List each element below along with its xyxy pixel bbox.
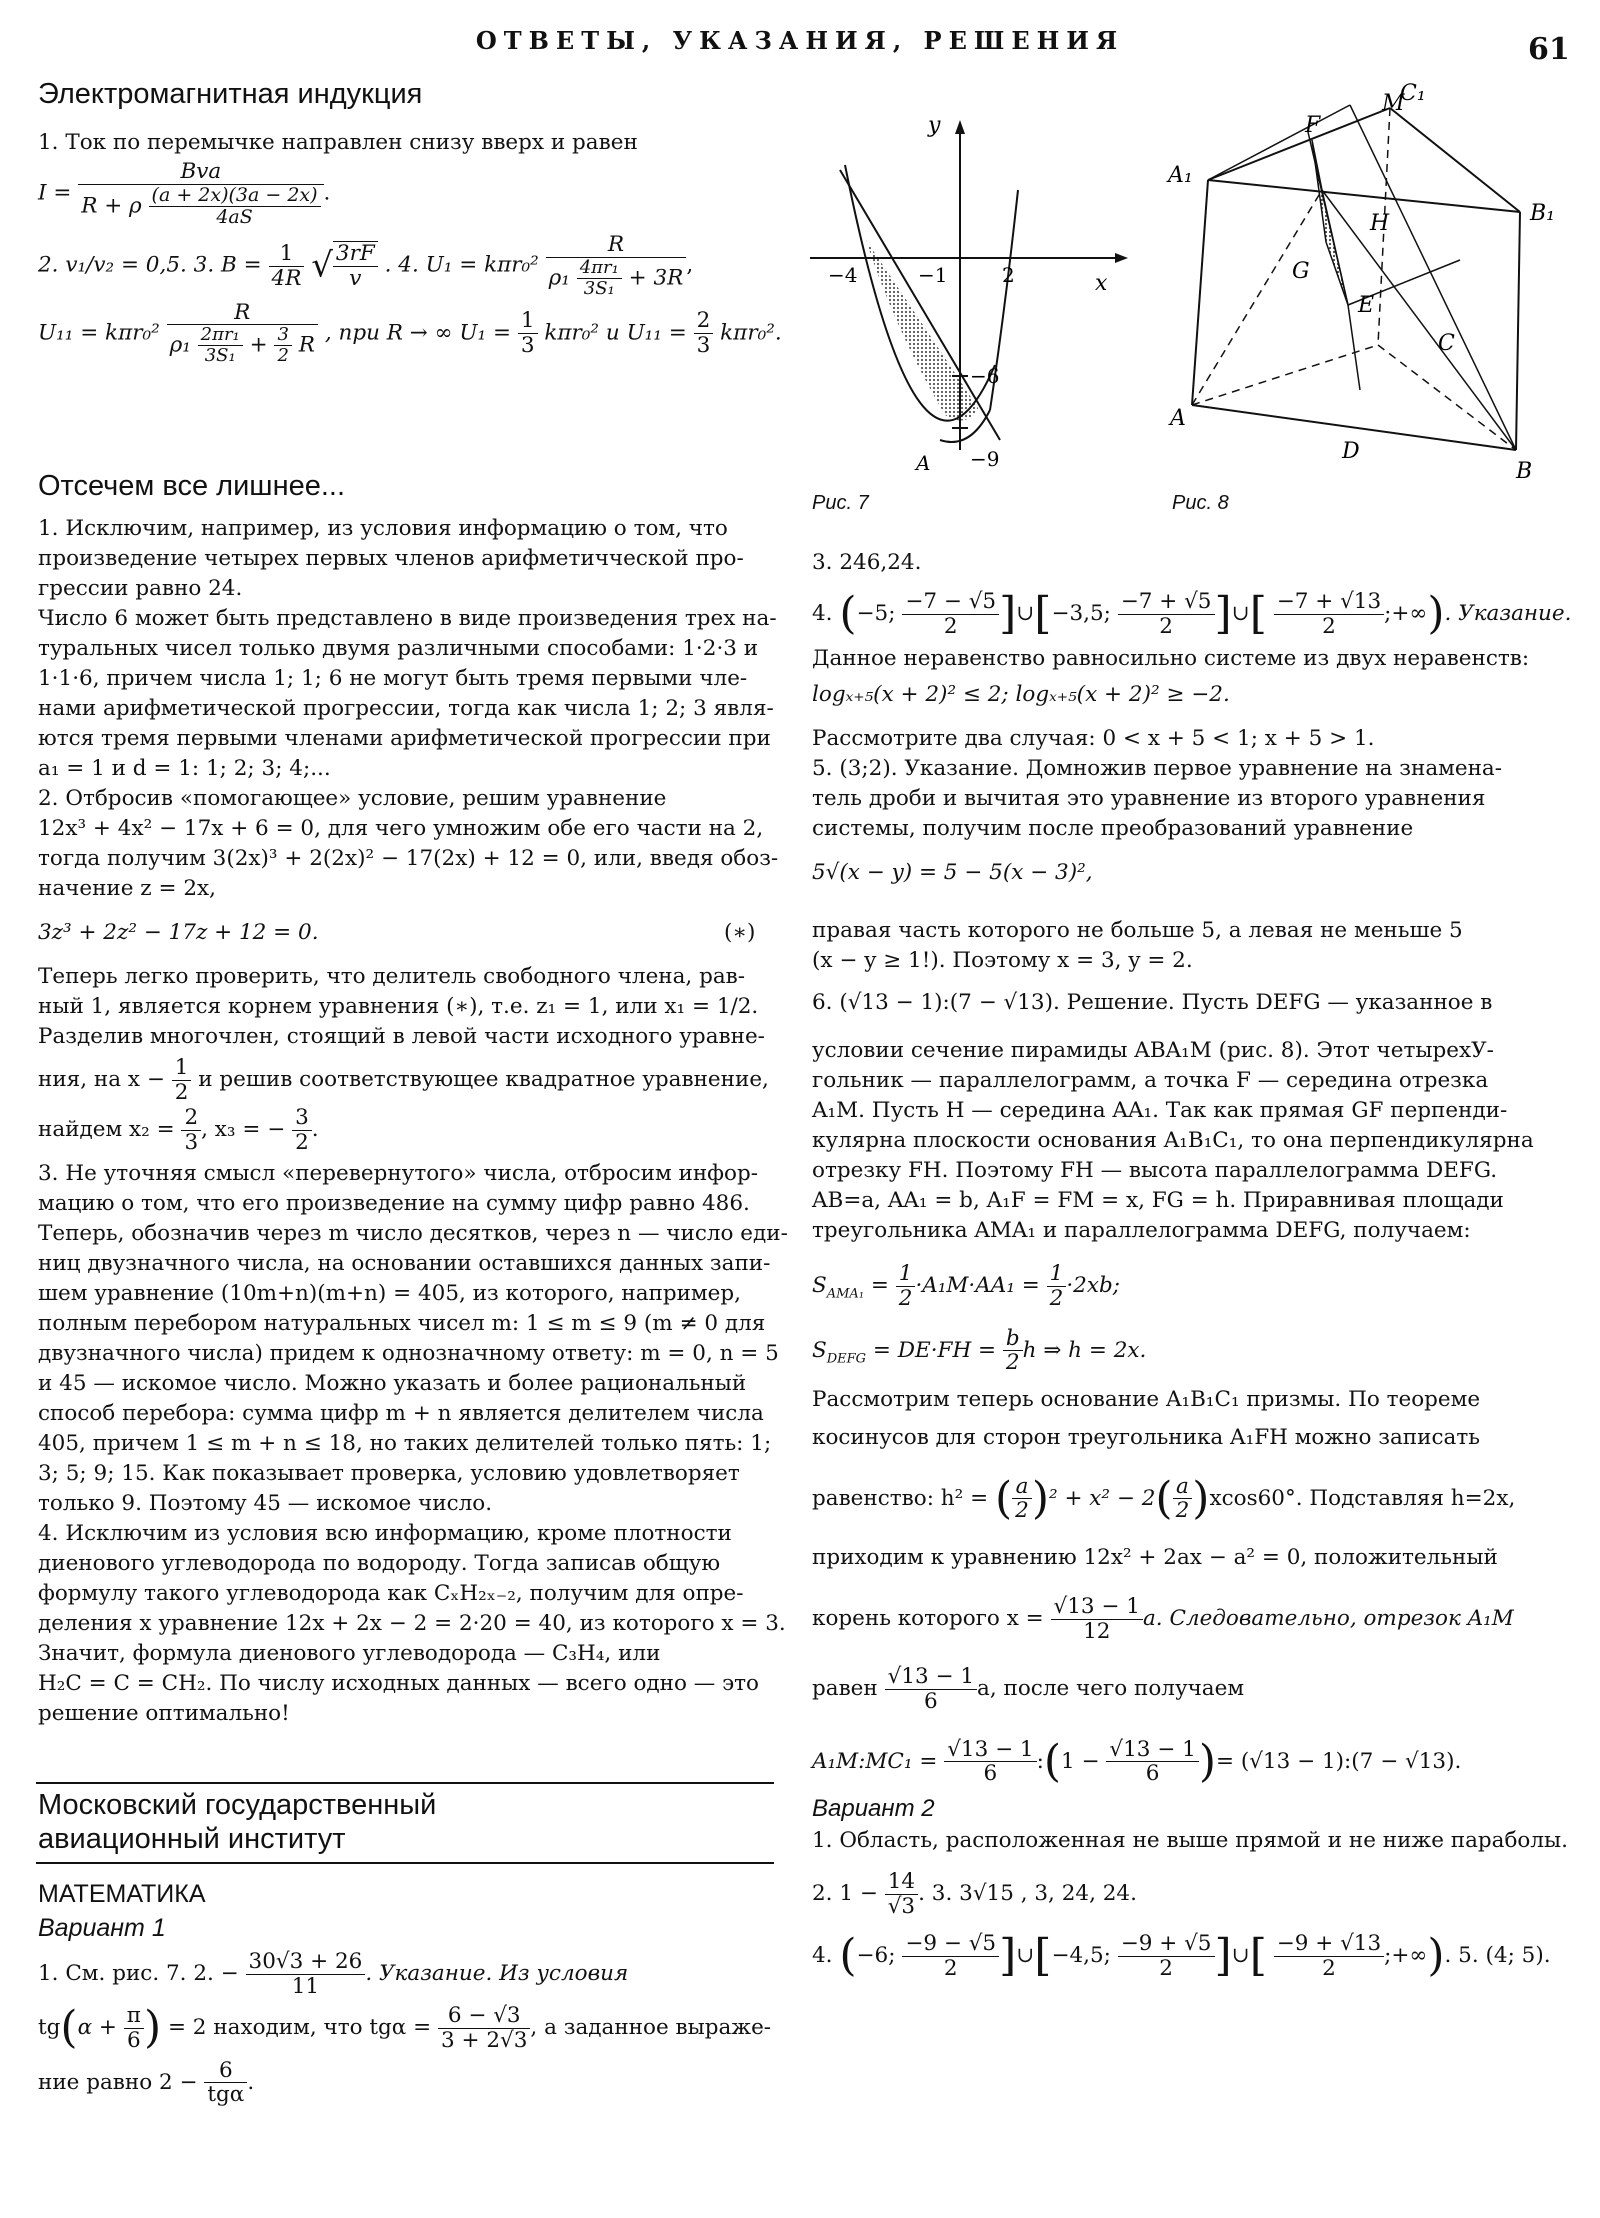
fraction (1051, 1595, 1143, 1643)
text-line: формулу такого углеводорода как CₓH₂ₓ₋₂, получим для опре- (38, 1580, 744, 1606)
formula-sub: AMA₁ (826, 1286, 865, 1302)
frac-num: −7 + √13 (1274, 590, 1384, 615)
hidden-edge (1192, 190, 1322, 405)
answer-6: 6. (√13 − 1):(7 − √13). Решение. Пусть DEFG — указанное в (812, 990, 1493, 1016)
frac-den: 2 (1159, 1955, 1173, 1981)
x-axis-arrow-icon (1115, 253, 1128, 263)
fraction (1047, 1262, 1067, 1310)
text-line: и 45 — искомое число. Можно указать и более рациональный (38, 1370, 747, 1396)
text-line: системы, получим после преобразований уравнение (812, 816, 1414, 842)
formula-text: , а заданное выраже- (530, 2015, 772, 2041)
tick-label: −9 (970, 447, 1000, 471)
formula-text: = (√13 − 1):(7 − √13). (1216, 1748, 1462, 1774)
formula-text: ·A₁M·AA₁ = (915, 1273, 1040, 1299)
text-line: ниц двузначного числа, на основании оставшихся данных запи- (38, 1250, 771, 1276)
frac-num: 6 (204, 2059, 247, 2084)
text-line: тель дроби и вычитая это уравнение из второго уравнения (812, 786, 1486, 812)
frac-num: 6 − √3 (438, 2004, 530, 2029)
fraction (172, 1056, 192, 1104)
formula-text: U₁₁ = kπr₀² (38, 320, 160, 346)
text-line: 12x³ + 4x² − 17x + 6 = 0, для чего умножим обе его части на 2, (38, 816, 764, 841)
frac-den: 2 (1322, 613, 1336, 639)
frac-den: 2 (1159, 613, 1173, 639)
fraction (1118, 590, 1215, 638)
formula-text: найдем x₂ = (38, 1117, 175, 1143)
frac-den: 4aS (216, 205, 253, 228)
text-line: полным перебором натуральных чисел m: 1 ≤ m ≤ 9 (m ≠ 0 для (38, 1310, 766, 1336)
formula-text: a, после чего получаем (977, 1676, 1245, 1702)
frac-den: 12 (1083, 1618, 1111, 1644)
fraction (902, 1932, 999, 1980)
frac-num: √13 − 1 (1106, 1738, 1198, 1763)
frac-den: 2 (174, 1079, 189, 1105)
fraction (1012, 1475, 1032, 1523)
frac-den: 2 (1322, 1955, 1336, 1981)
fraction (292, 1106, 312, 1154)
text-line: Рассмотрим теперь основание A₁B₁C₁ призмы. По теореме (812, 1386, 1481, 1412)
vertex-label: B (1516, 459, 1533, 484)
vertex-label: C₁ (1400, 81, 1426, 106)
formula-text: ния, на x − (38, 1067, 165, 1093)
text-line: грессии равно 24. (38, 576, 243, 601)
current-formula (38, 160, 778, 227)
text-line: произведение четырех первых членов арифметичческой про- (38, 546, 744, 571)
edge (1516, 212, 1520, 450)
text-line: 1. Исключим, например, из условия информацию о том, что (38, 516, 728, 541)
text-line: диенового углеводорода по водороду. Тогда записав общую (38, 1550, 721, 1576)
fraction (274, 325, 291, 366)
vertex-label: H (1370, 211, 1390, 236)
text-line: Теперь легко проверить, что делитель свободного члена, рав- (38, 964, 746, 989)
formula-text: 1 − (1061, 1748, 1100, 1774)
formula-text: A₁M:MC₁ = (812, 1748, 938, 1774)
formula-text: . Указание. (1444, 601, 1572, 627)
frac-num: 1 (269, 242, 305, 267)
frac-den: v (349, 266, 362, 292)
formula-text: корень которого x = (812, 1606, 1044, 1632)
fraction (944, 1738, 1036, 1786)
fraction (885, 1665, 977, 1713)
vertex-label: M (1382, 91, 1405, 116)
text-line: начение z = 2x, (38, 876, 216, 901)
fraction (78, 160, 323, 227)
formula-text: −5; (856, 601, 896, 627)
frac-num: R (546, 233, 687, 258)
hidden-edge (1192, 345, 1378, 405)
frac-den: tgα (207, 2082, 245, 2108)
line (1208, 105, 1350, 180)
frac-num: 4πr₁ (577, 258, 622, 279)
running-header: ОТВЕТЫ, УКАЗАНИЯ, РЕШЕНИЯ (475, 26, 1125, 55)
answer-line (38, 1950, 778, 1998)
formula-text: I = (38, 180, 72, 206)
y-axis-arrow-icon (955, 120, 965, 134)
text-line: Теперь, обозначив через m число десятков, через n — число еди- (38, 1220, 788, 1246)
frac-den: 2 (1049, 1285, 1064, 1311)
frac-num: −9 + √13 (1274, 1932, 1384, 1957)
line (1350, 105, 1516, 450)
title-line: авиационный институт (38, 1823, 346, 1855)
formula-text: 1. См. рис. 7. 2. − (38, 1961, 239, 1987)
formula-text: ние равно 2 − (38, 2069, 198, 2095)
formula-text: , x₃ = − (201, 1117, 286, 1143)
fraction (546, 233, 687, 298)
text-line: 3. Не уточняя смысл «перевернутого» числа, отбросим инфор- (38, 1160, 758, 1186)
text-line: A₁M. Пусть H — середина AA₁. Так как прямая GF перпенди- (812, 1098, 1508, 1124)
vertex-label: D (1342, 439, 1360, 464)
formula-text: 2. 1 − (812, 1881, 878, 1907)
text-line: деления x уравнение 12x + 2x − 2 = 2·20 = 40, из которого x = 3. (38, 1610, 786, 1636)
page-number: 61 (1528, 32, 1570, 67)
frac-den (167, 325, 318, 366)
text-line: туральных чисел только двумя различными способами: 1·2·3 и (38, 636, 759, 661)
text-line: (x − y ≥ 1!). Поэтому x = 3, y = 2. (812, 948, 1193, 974)
frac-num: 3 (292, 1106, 312, 1131)
fraction (896, 1262, 916, 1310)
text-line: приходим к уравнению 12x² + 2ax − a² = 0, положительный (812, 1545, 1498, 1571)
text-line: шем уравнение (10m+n)(m+n) = 405, из которого, например, (38, 1280, 741, 1306)
answer-line (812, 1870, 1582, 1918)
formula-text: + (249, 332, 268, 358)
point-label: A (916, 451, 931, 475)
text-line: AB=a, AA₁ = b, A₁F = FM = x, FG = h. Приравнивая площади (812, 1188, 1504, 1214)
fraction (333, 241, 378, 290)
text-line: правая часть которого не больше 5, а левая не меньше 5 (812, 918, 1463, 944)
line (840, 170, 1000, 440)
fraction (204, 2059, 247, 2107)
formula-text: равен (812, 1676, 878, 1702)
text-line: косинусов для сторон треугольника A₁FH можно записать (812, 1424, 1480, 1450)
variant1-block (38, 1950, 778, 2107)
answer-4: 4. (−5; $\frac{-7 - √5}{2}$ ]∪[−3,5; $\frac{-7 + √5}{2}$ ]∪[ $\frac{-7 + √13}{2}$ ;+∞). Указание. (812, 588, 1572, 640)
frac-num: 1 (1047, 1262, 1067, 1287)
frac-num: a (1012, 1475, 1032, 1500)
text-line: 405, причем 1 ≤ m + n ≤ 18, но таких делителей только пять: 1; (38, 1430, 772, 1456)
formula-text: : (1036, 1748, 1044, 1774)
text-line: тогда получим 3(2x)³ + 2(2x)² − 17(2x) + 12 = 0, или, введя обоз- (38, 846, 779, 871)
text-line: нами арифметической прогрессии, тогда как числа 1; 2; 3 явля- (38, 696, 774, 721)
frac-den (546, 258, 687, 299)
formula-text: R (298, 332, 315, 358)
text-line: a₁ = 1 и d = 1: 1; 2; 3; 4;... (38, 756, 331, 781)
fraction (124, 2004, 144, 2052)
frac-den: 4R (271, 265, 302, 291)
title-line: Московский государственный (38, 1789, 437, 1821)
equation: 5√(x − y) = 5 − 5(x − 3)², (812, 860, 1093, 886)
formula-text: −4,5; (1051, 1943, 1111, 1969)
tick-label: −4 (828, 263, 858, 287)
answer-line (38, 2059, 778, 2107)
x-label: x (1095, 271, 1108, 296)
frac-num: 1 (896, 1262, 916, 1287)
formula-text: . (247, 2069, 255, 2095)
fraction (269, 242, 305, 290)
frac-den: 2 (277, 345, 289, 367)
formula-text: , (686, 253, 694, 279)
y-label: y (928, 113, 941, 138)
text-line: H₂C = C = CH₂. По числу исходных данных — всего одно — это (38, 1670, 759, 1696)
line (1308, 132, 1348, 305)
frac-num: 30√3 + 26 (246, 1950, 366, 1975)
formula-text: 3z³ + 2z² − 17z + 12 = 0. (38, 920, 319, 945)
frac-num: −9 + √5 (1118, 1932, 1215, 1957)
figure-8-prism (1160, 70, 1600, 490)
text-line: решение оптимально! (38, 1700, 290, 1726)
equation-star (38, 918, 778, 948)
formula-text: tg (38, 2015, 61, 2041)
frac-num: 14 (885, 1870, 918, 1895)
text-line: Разделив многочлен, стоящий в левой части исходного уравне- (38, 1024, 765, 1049)
fraction (181, 1106, 201, 1154)
frac-den: 3S₁ (204, 345, 236, 367)
text-line: условии сечение пирамиды ABA₁M (рис. 8). Этот четырехУ- (812, 1038, 1494, 1064)
text-line: 3; 5; 9; 15. Как показывает проверка, условию удовлетворяет (38, 1460, 740, 1486)
frac-num: −7 − √5 (902, 590, 999, 615)
frac-den: 2 (1175, 1498, 1190, 1524)
vertex-label: A₁ (1168, 163, 1193, 188)
frac-num: −9 − √5 (902, 1932, 999, 1957)
frac-den: 3 (520, 332, 535, 358)
formula-text: = DE·FH = (872, 1337, 997, 1363)
formula-text: ∪ (1016, 601, 1035, 627)
formula-text: . (323, 180, 331, 206)
equation-s2 (812, 1327, 1582, 1375)
text-line: отрезку FH. Поэтому FH — высота параллелограмма DEFG. (812, 1158, 1498, 1184)
formula-text: . 4. U₁ = kπr₀² (384, 253, 539, 279)
formula-text: = 2 находим, что tgα = (167, 2015, 432, 2041)
formula-sub: DEFG (826, 1351, 867, 1366)
formula-text: R + ρ (81, 193, 142, 219)
text-line-fraction (38, 1056, 778, 1104)
frac-num: √13 − 1 (1051, 1595, 1143, 1620)
frac-den: 6 (127, 2027, 141, 2053)
right-column (812, 548, 1582, 1981)
formula-text: S (812, 1273, 827, 1299)
vertex-label: F (1305, 113, 1321, 138)
frac-num: √13 − 1 (944, 1738, 1036, 1763)
text-line: способ перебора: сумма цифр m + n является делителем числа (38, 1400, 764, 1426)
formula-text: . 5. (4; 5). (1444, 1943, 1551, 1969)
formula-text: S (812, 1337, 827, 1363)
root-line (812, 1595, 1582, 1643)
frac-den: √3 (887, 1893, 916, 1919)
frac-den: 2 (943, 613, 958, 639)
vertex-label: C (1438, 331, 1455, 356)
edge (1208, 108, 1390, 180)
text-line: 2. Отбросив «помогающее» условие, решим уравнение (38, 786, 667, 811)
text-line: 4. Исключим из условия всю информацию, кроме плотности (38, 1520, 732, 1546)
frac-num: (a + 2x)(3a − 2x) (149, 185, 321, 207)
frac-den: 3 + 2√3 (441, 2027, 528, 2053)
formula-text: h ⇒ h = 2x. (1022, 1337, 1147, 1363)
vertex-label: E (1358, 293, 1375, 318)
text-line: мацию о том, что его произведение на сумму цифр равно 486. (38, 1190, 750, 1216)
section-title-induction: Электромагнитная индукция (38, 78, 423, 110)
frac-den: 2 (295, 1129, 309, 1155)
text-line: Данное неравенство равносильно системе из двух неравенств: (812, 646, 1530, 672)
formula-text: ;+∞ (1384, 601, 1428, 627)
frac-den: 2 (1005, 1350, 1020, 1376)
text-line: 1. Область, расположенная не выше прямой и не ниже параболы. (812, 1827, 1568, 1853)
induction-block (38, 128, 782, 367)
induction-p2: 2. v₁/v₂ = 0,5. 3. B = $\frac{1}{4R}$ √ $\frac{3rF}{v}$ . 4. U₁ = kπr₀² R ρ₁ $\frac{\text{4πr₁}}{\text{3S₁}}$ + 3R , (38, 232, 694, 299)
text-line: ются тремя первыми членами арифметической прогрессии при (38, 726, 771, 751)
text-line: 1·1·6, причем числа 1; 1; 6 не могут быть тремя первыми чле- (38, 666, 748, 691)
line (1322, 190, 1516, 450)
answer-line: tg(α + $\frac{\pi}{6}$ ) = 2 находим, что tgα = $\frac{6 - √3}{3 + 2√3}$ , а заданное выраже- (38, 2002, 772, 2054)
text-line: ный 1, является корнем уравнения (∗), т.е. z₁ = 1, или x₁ = 1/2. (38, 994, 759, 1019)
text-line: двузначного числа) придем к однозначному ответу: m = 0, n = 5 (38, 1340, 779, 1366)
text-line: Значит, формула диенового углеводорода — C₃H₄, или (38, 1640, 661, 1666)
formula-text: kπr₀². (720, 320, 782, 346)
section-title-cut: Отсечем все лишнее... (38, 470, 346, 502)
formula-text: xcos60°. Подставляя h=2x, (1209, 1485, 1516, 1511)
frac-num: 1 (172, 1056, 192, 1081)
formula-text: ;+∞ (1384, 1943, 1428, 1969)
fraction (1274, 590, 1384, 638)
frac-den: 6 (923, 1689, 938, 1715)
frac-num: 2 (694, 309, 714, 334)
equation-h: равенство: h² = ( $\frac{a}{2}$ )² + x² − 2( $\frac{a}{2}$ )xcos60°. Подставляя h=2x, (812, 1472, 1516, 1524)
text-line: 5. (3;2). Указание. Домножив первое уравнение на знамена- (812, 756, 1502, 782)
formula-text: равенство: h² = (812, 1485, 989, 1511)
fraction (167, 301, 318, 366)
formula-text: ρ₁ (548, 265, 570, 291)
frac-den: 11 (291, 1973, 320, 1999)
formula-text: α + (77, 2015, 117, 2041)
formula-text: и решив соответствующее квадратное уравнение, (198, 1067, 769, 1093)
frac-num: −7 + √5 (1118, 590, 1215, 615)
fraction (577, 258, 622, 299)
text-line: кулярна плоскости основания A₁B₁C₁, то она перпендикулярна (812, 1128, 1534, 1154)
fraction (438, 2004, 530, 2052)
formula-text: 2. v₁/v₂ = 0,5. 3. B = (38, 253, 262, 279)
text-line-roots (38, 1106, 778, 1154)
frac-den: 3 (696, 332, 711, 358)
text-line: только 9. Поэтому 45 — искомое число. (38, 1490, 493, 1516)
fraction (1173, 1475, 1193, 1523)
formula-text: + 3R (628, 265, 684, 291)
cut-block (38, 514, 788, 1729)
frac-num: a (1173, 1475, 1193, 1500)
text-line: Число 6 может быть представлено в виде произведения трех на- (38, 606, 777, 631)
answer-v2-4: 4. (−6; $\frac{-9 - √5}{2}$ ]∪[−4,5; $\frac{-9 + √5}{2}$ ]∪[ $\frac{-9 + √13}{2}$ ;+∞). 5. (4; 5). (812, 1930, 1551, 1982)
fraction (694, 309, 714, 357)
frac-num: 2 (181, 1106, 201, 1131)
vertex-label: A (1170, 406, 1186, 431)
equation-number: (∗) (724, 920, 756, 945)
formula-text: ρ₁ (169, 332, 191, 358)
section-divider (36, 1782, 774, 1784)
subject-heading: МАТЕМАТИКА (38, 1880, 206, 1908)
formula-text: . 3. 3√15 , 3, 24, 24. (918, 1881, 1137, 1907)
ratio-line: A₁M:MC₁ = $\frac{√13 - 1}{6}$ :(1 − $\frac{√13 - 1}{6}$ )= (√13 − 1):(7 − √13). (812, 1735, 1462, 1787)
equation-s1 (812, 1262, 1582, 1310)
equal-line (812, 1665, 1582, 1713)
frac-den: 6 (983, 1761, 998, 1787)
formula-text: a. Следовательно, отрезок A₁M (1142, 1606, 1514, 1632)
formula-text: −3,5; (1051, 601, 1111, 627)
induction-p1: 1. Ток по перемычке направлен снизу вверх и равен (38, 130, 638, 155)
fraction (1274, 1932, 1384, 1980)
frac-den: 6 (1145, 1761, 1160, 1787)
fraction (1003, 1327, 1023, 1375)
text-line: гольник — параллелограмм, а точка F — середина отрезка (812, 1068, 1489, 1094)
formula-text: 4. (812, 1943, 833, 1969)
formula-text: . (311, 1117, 319, 1143)
formula-text: ² + x² − 2 (1049, 1485, 1156, 1511)
tick-label: −6 (970, 364, 1000, 388)
frac-den: 2 (898, 1285, 913, 1311)
frac-num: 3rF (333, 242, 378, 267)
fraction (885, 1870, 918, 1918)
vertex-label: G (1292, 259, 1310, 284)
formula-text: ∪ (1231, 1943, 1250, 1969)
text-line: треугольника AMA₁ и параллелограмма DEFG, получаем: (812, 1218, 1471, 1244)
edge (1208, 180, 1520, 212)
text-line: logₓ₊₅(x + 2)² ≤ 2; logₓ₊₅(x + 2)² ≥ −2. (812, 682, 1230, 708)
frac-num: R (167, 301, 318, 326)
formula-text: , при R → ∞ U₁ = (324, 320, 511, 346)
section-title-mai (38, 1788, 436, 1856)
frac-den: 2 (943, 1955, 958, 1981)
frac-den: 3 (184, 1129, 199, 1155)
vertex-label: B₁ (1530, 201, 1555, 226)
section-divider (36, 1862, 774, 1864)
frac-num: b (1003, 1327, 1023, 1352)
fraction (198, 325, 243, 366)
induction-p3 (38, 299, 782, 367)
fraction (149, 185, 321, 228)
formula-text: ∪ (1231, 601, 1250, 627)
answer-line: 3. 246,24. (812, 550, 922, 575)
fraction (1106, 1738, 1198, 1786)
formula-text: ·2xb; (1066, 1273, 1120, 1299)
figure-7-graph (800, 110, 1140, 490)
frac-num: 2πr₁ (198, 325, 243, 346)
frac-den: 2 (1015, 1498, 1029, 1524)
edge (1390, 108, 1520, 212)
fraction (518, 309, 538, 357)
frac-num: 1 (518, 309, 538, 334)
tick-label: −1 (918, 263, 948, 287)
edge (1192, 180, 1208, 405)
formula-text: kπr₀² и U₁₁ = (544, 320, 687, 346)
frac-den (78, 185, 323, 228)
text-line: Рассмотрите два случая: 0 < x + 5 < 1; x + 5 > 1. (812, 726, 1375, 752)
formula-text: ∪ (1016, 1943, 1035, 1969)
frac-num: √13 − 1 (885, 1665, 977, 1690)
formula-text: . Указание. Из условия (365, 1961, 629, 1987)
figure-8-caption: Рис. 8 (1172, 492, 1229, 514)
frac-num: Bva (78, 160, 323, 185)
fraction (902, 590, 999, 638)
frac-num: 3 (274, 325, 291, 346)
frac-den: 3S₁ (583, 277, 615, 299)
frac-num: π (124, 2004, 144, 2029)
variant2-heading: Вариант 2 (812, 1794, 935, 1822)
fraction (246, 1950, 366, 1998)
variant-heading: Вариант 1 (38, 1914, 166, 1942)
formula-text: 4. (812, 601, 833, 627)
tick-label: 2 (1002, 263, 1015, 287)
formula-text: = (870, 1273, 889, 1299)
figure-7-caption: Рис. 7 (812, 492, 869, 514)
fraction (1118, 1932, 1215, 1980)
formula-text: −6; (856, 1943, 896, 1969)
